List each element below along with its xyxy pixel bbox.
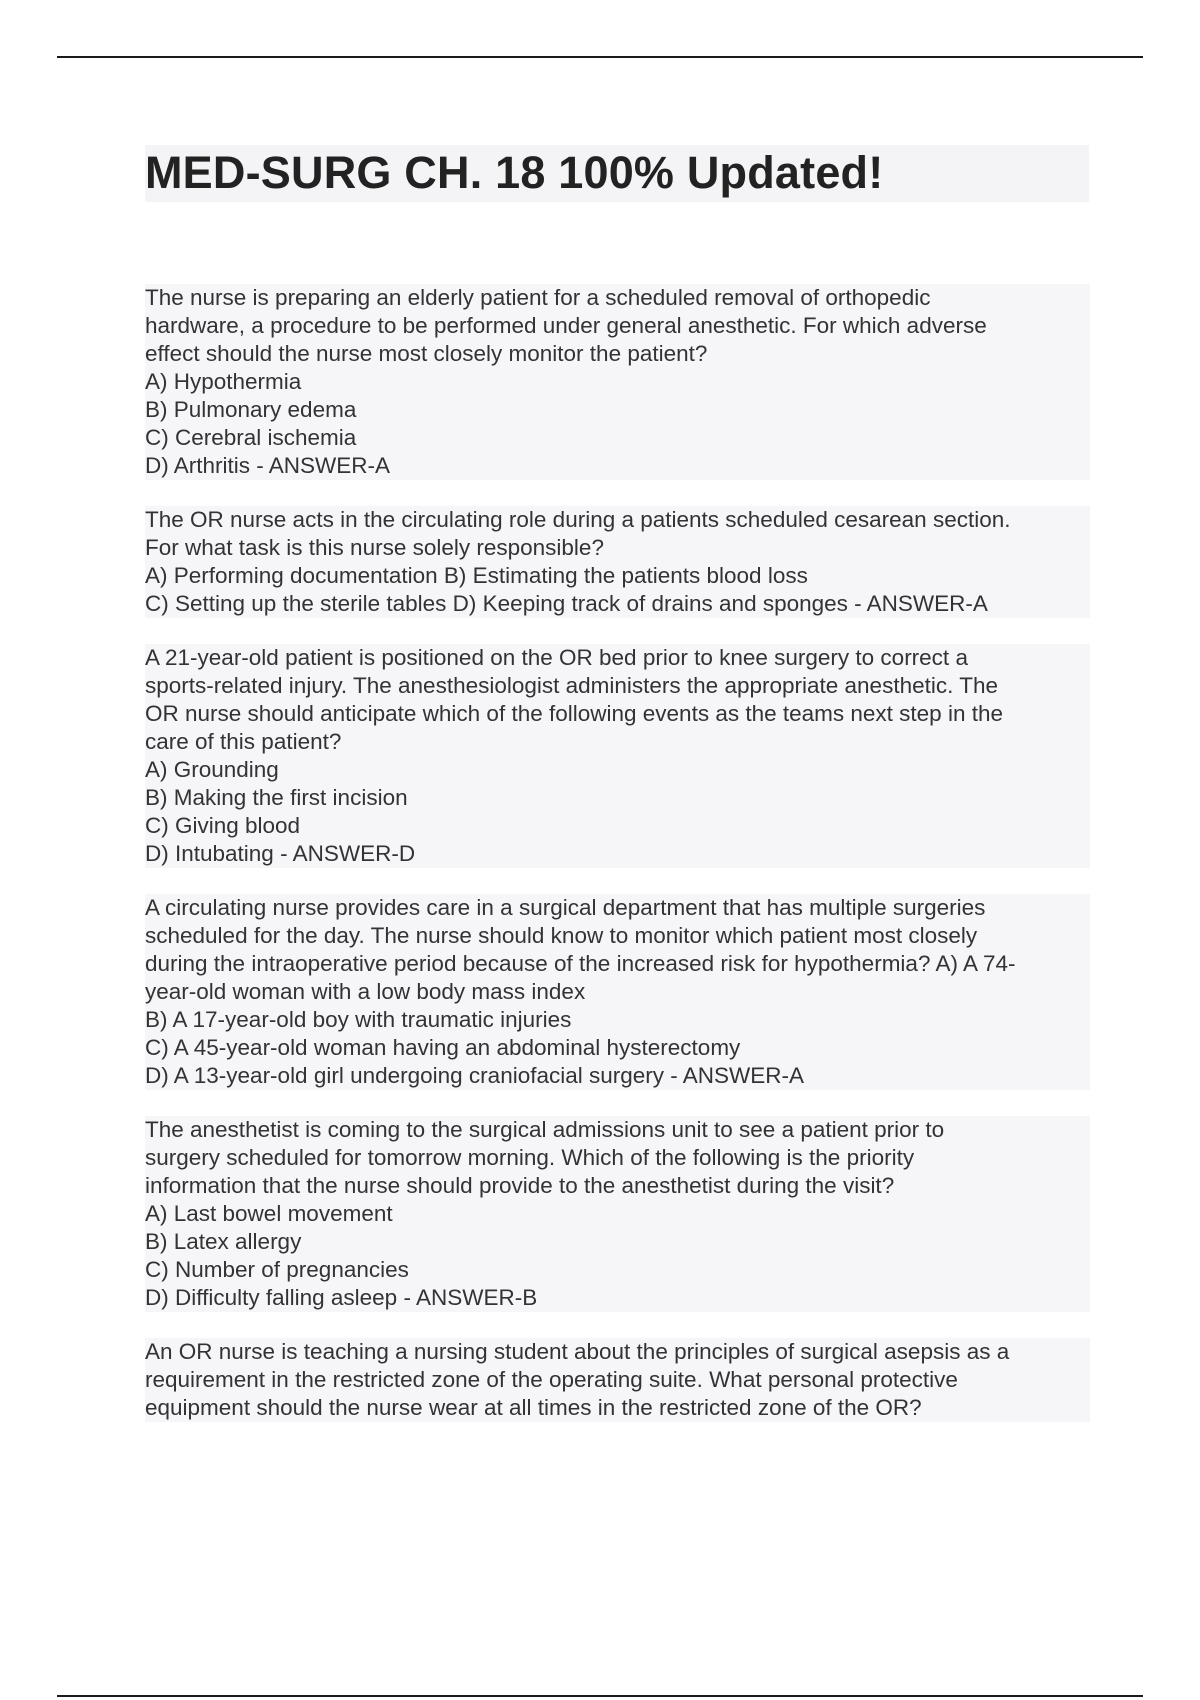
question-text-line: effect should the nurse most closely monitor the patient? — [145, 341, 708, 366]
question-text-line: The anesthetist is coming to the surgical admissions unit to see a patient prior to — [145, 1117, 945, 1142]
answer-option-with-key: D) Intubating - ANSWER-D — [145, 841, 416, 866]
answer-option-with-key: C) Setting up the sterile tables D) Keeping track of drains and sponges - ANSWER-A — [145, 591, 988, 616]
question-text-line: information that the nurse should provide to the anesthetist during the visit? — [145, 1173, 895, 1198]
answer-option: C) Giving blood — [145, 813, 301, 838]
answer-option-with-key: D) A 13-year-old girl undergoing craniofacial surgery - ANSWER-A — [145, 1063, 805, 1088]
question-list — [145, 284, 1090, 1448]
question-text-line: requirement in the restricted zone of the operating suite. What personal protective — [145, 1367, 958, 1392]
answer-option: B) Making the first incision — [145, 785, 408, 810]
question-text-line: OR nurse should anticipate which of the following events as the teams next step in the — [145, 701, 1003, 726]
question-text-line: For what task is this nurse solely responsible? — [145, 535, 604, 560]
question-text-line: hardware, a procedure to be performed under general anesthetic. For which adverse — [145, 313, 987, 338]
answer-option: year-old woman with a low body mass index — [145, 979, 586, 1004]
answer-option-with-key: D) Arthritis - ANSWER-A — [145, 453, 391, 478]
question-block — [145, 1116, 1090, 1312]
answer-option: B) Pulmonary edema — [145, 397, 357, 422]
question-text-line: The nurse is preparing an elderly patient for a scheduled removal of orthopedic — [145, 285, 931, 310]
answer-option: B) Latex allergy — [145, 1229, 302, 1254]
answer-option: A) Performing documentation B) Estimating the patients blood loss — [145, 563, 808, 588]
question-text-line: surgery scheduled for tomorrow morning. Which of the following is the priority — [145, 1145, 915, 1170]
page-title: MED-SURG CH. 18 100% Updated! — [145, 147, 884, 198]
answer-option: C) Cerebral ischemia — [145, 425, 357, 450]
answer-option-with-key: D) Difficulty falling asleep - ANSWER-B — [145, 1285, 538, 1310]
question-text-line: An OR nurse is teaching a nursing student about the principles of surgical asepsis as a — [145, 1339, 1010, 1364]
question-text-line: sports-related injury. The anesthesiologist administers the appropriate anesthetic. The — [145, 673, 998, 698]
question-text-line: A circulating nurse provides care in a surgical department that has multiple surgeries — [145, 895, 986, 920]
question-block — [145, 506, 1090, 618]
question-text-line: during the intraoperative period because of the increased risk for hypothermia? A) A 74- — [145, 951, 1016, 976]
answer-option: A) Last bowel movement — [145, 1201, 393, 1226]
answer-option: C) A 45-year-old woman having an abdominal hysterectomy — [145, 1035, 741, 1060]
question-block — [145, 644, 1090, 868]
question-block — [145, 1338, 1090, 1422]
question-block — [145, 894, 1090, 1090]
answer-option: A) Hypothermia — [145, 369, 302, 394]
question-text-line: A 21-year-old patient is positioned on the OR bed prior to knee surgery to correct a — [145, 645, 968, 670]
answer-option: B) A 17-year-old boy with traumatic injuries — [145, 1007, 572, 1032]
answer-option: A) Grounding — [145, 757, 279, 782]
question-text-line: equipment should the nurse wear at all times in the restricted zone of the OR? — [145, 1395, 922, 1420]
question-text-line: scheduled for the day. The nurse should know to monitor which patient most closely — [145, 923, 978, 948]
question-text-line: care of this patient? — [145, 729, 342, 754]
question-text-line: The OR nurse acts in the circulating role during a patients scheduled cesarean section. — [145, 507, 1011, 532]
answer-option: C) Number of pregnancies — [145, 1257, 409, 1282]
header-divider — [57, 56, 1143, 58]
question-block — [145, 284, 1090, 480]
footer-divider — [57, 1695, 1143, 1697]
